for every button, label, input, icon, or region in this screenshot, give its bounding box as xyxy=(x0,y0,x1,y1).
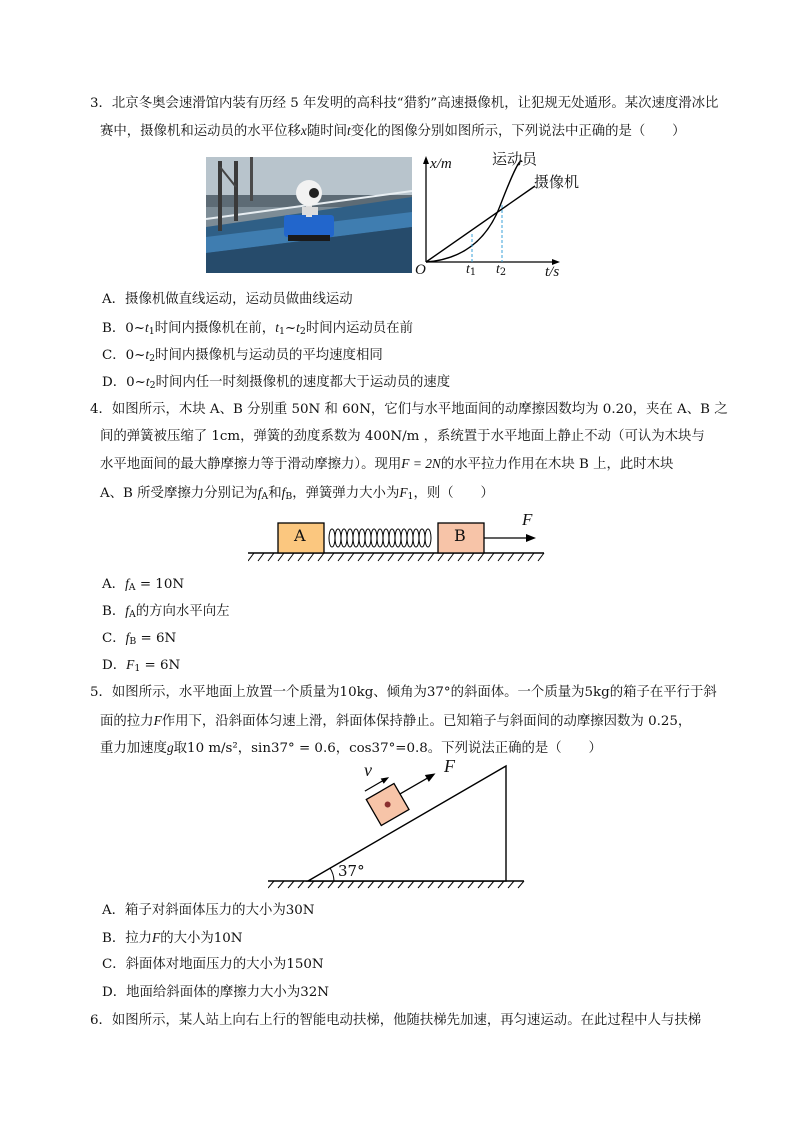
force-label: F xyxy=(522,510,533,529)
q6-stem-line-1: 6．如图所示，某人站上向右上行的智能电动扶梯，他随扶梯先加速，再匀速运动。在此过程中人与扶梯 xyxy=(90,1013,702,1028)
angle-label: 37° xyxy=(338,862,365,880)
block-b-label: B xyxy=(454,526,466,545)
athlete-label: 运动员 xyxy=(492,150,538,168)
q4-stem-line-3: 水平地面间的最大静摩擦力等于滑动摩擦力）。现用F = 2N的水平拉力作用在木块 B 上，此时木块 xyxy=(100,456,674,472)
athlete-curve xyxy=(426,161,522,262)
camera-label: 摄像机 xyxy=(534,173,580,191)
camera-photo xyxy=(206,157,412,273)
velocity-label: v xyxy=(364,760,372,780)
q5-option-a[interactable]: A．箱子对斜面体压力的大小为30N xyxy=(102,903,315,918)
q5-option-c[interactable]: C．斜面体对地面压力的大小为150N xyxy=(102,957,324,972)
ground-hatching xyxy=(268,881,524,888)
q5-option-b[interactable]: B．拉力F的大小为10N xyxy=(102,930,243,946)
q4-option-d[interactable]: D．$F_1 = 6N$ xyxy=(102,657,181,674)
q5-incline-figure xyxy=(268,756,528,892)
q5-stem-line-3: 重力加速度g取10 m/s²，sin37° = 0.6，cos37°=0.8。下列说法正确的是（ ） xyxy=(100,740,602,756)
x-axis-label: t/s xyxy=(545,264,560,280)
force-label: F xyxy=(444,756,455,776)
q4-stem-line-2: 间的弹簧被压缩了 1cm，弹簧的劲度系数为 400N/m ，系统置于水平地面上静止不动（可认为木块与 xyxy=(100,429,705,444)
force-arrow xyxy=(400,777,429,794)
t2-label: $t_2$ xyxy=(496,262,507,278)
q5-option-d[interactable]: D．地面给斜面体的摩擦力大小为32N xyxy=(102,985,329,1000)
origin-label: O xyxy=(415,262,426,278)
q4-stem-line-1: 4．如图所示，木块 A、B 分别重 50N 和 60N，它们与水平地面间的动摩擦因数均为 0.20，夹在 A、B 之 xyxy=(90,402,728,417)
block-a-label: A xyxy=(294,526,306,545)
q3-option-d[interactable]: D．$0\sim t_2$时间内任一时刻摄像机的速度都大于运动员的速度 xyxy=(102,374,451,391)
velocity-arrow xyxy=(365,780,384,791)
camera-line xyxy=(426,186,535,262)
q4-option-a[interactable]: A．$f_A = 10N$ xyxy=(102,576,185,593)
q5-stem-line-2: 面的拉力F作用下，沿斜面体匀速上滑，斜面体保持静止。已知箱子与斜面间的动摩擦因数为 0.25， xyxy=(100,713,692,729)
q5-stem-line-1: 5．如图所示，水平地面上放置一个质量为10kg、倾角为37°的斜面体。一个质量为5kg的箱子在平行于斜 xyxy=(90,685,717,700)
q3-option-a[interactable]: A．摄像机做直线运动，运动员做曲线运动 xyxy=(102,292,353,307)
q3-option-c[interactable]: C．$0\sim t_2$时间内摄像机与运动员的平均速度相同 xyxy=(102,347,383,364)
t1-label: $t_1$ xyxy=(466,262,477,278)
q4-spring-figure xyxy=(248,512,548,564)
q3-xt-graph xyxy=(410,150,580,280)
q3-option-b[interactable]: B．$0\sim t_1$时间内摄像机在前，$t_1\sim t_2$时间内运动员在前 xyxy=(102,320,413,337)
q4-option-c[interactable]: C．$f_B = 6N$ xyxy=(102,630,177,647)
spring xyxy=(329,529,431,547)
y-axis-label: x/m xyxy=(430,156,452,172)
q4-stem-line-4: A、B 所受摩擦力分别记为$f_A$和$f_B$，弹簧弹力大小为$F_1$，则（ ） xyxy=(100,485,494,502)
q3-stem-line-1: 3．北京冬奥会速滑馆内装有历经 5 年发明的高科技“猎豹”高速摄像机，让犯规无处遁形。某次速度滑冰比 xyxy=(90,96,719,111)
y-axis-arrow xyxy=(423,156,429,164)
q4-option-b[interactable]: B．$f_A$的方向水平向左 xyxy=(102,603,230,620)
q3-stem-line-2: 赛中，摄像机和运动员的水平位移x随时间t变化的图像分别如图所示，下列说法中正确的是（ ） xyxy=(100,123,686,139)
ground-hatching xyxy=(248,553,544,561)
